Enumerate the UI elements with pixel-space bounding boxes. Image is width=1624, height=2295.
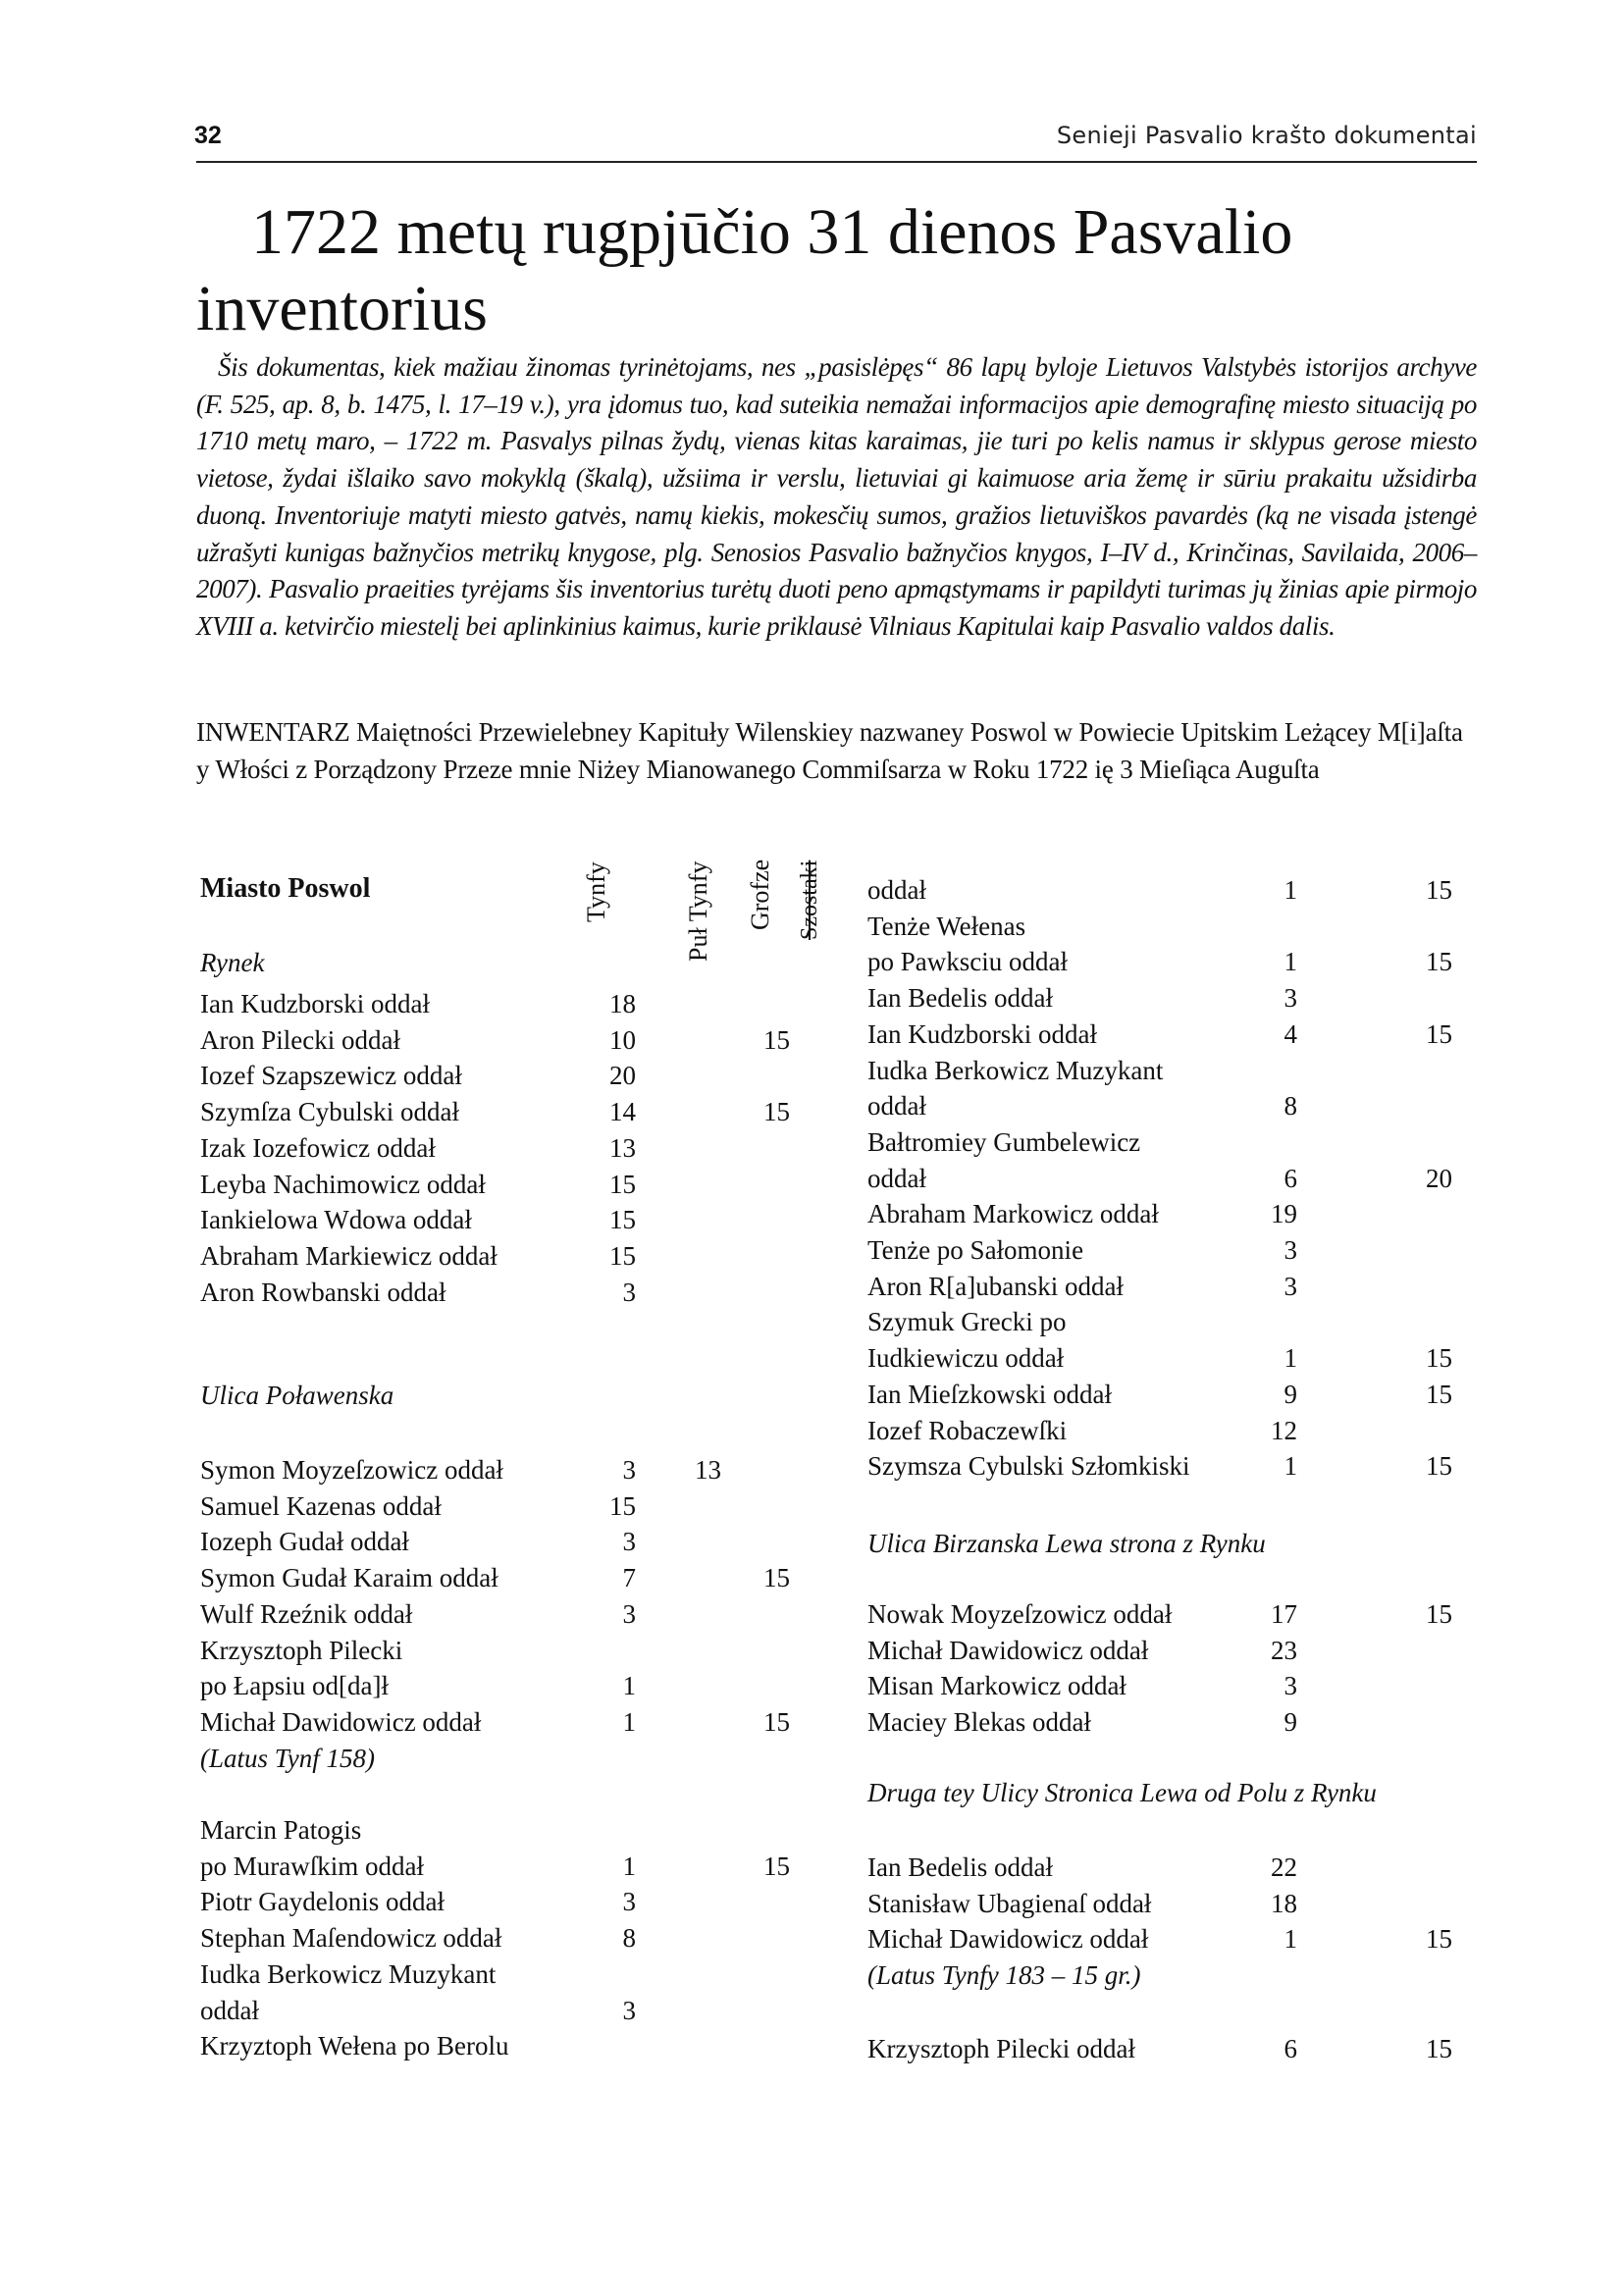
ledger-row-name: Szymuk Grecki po <box>867 1307 1067 1337</box>
tynfy-value: 8 <box>622 1923 636 1954</box>
ledger-row-name: Stanisław Ubagienaſ oddał <box>867 1888 1152 1918</box>
tynfy-value: 13 <box>609 1132 636 1163</box>
grosze-value: 15 <box>1426 1379 1452 1409</box>
tynfy-value: 3 <box>622 1598 636 1629</box>
grosze-value: 15 <box>1426 875 1452 905</box>
tynfy-value: 6 <box>1283 2034 1297 2063</box>
column-header-tynfy: Tynfy <box>582 861 610 922</box>
ledger-row-name: Abraham Markowicz oddał <box>867 1199 1159 1229</box>
ledger-row-name: Ian Bedelis oddał <box>867 983 1053 1014</box>
tynfy-value: 3 <box>622 1887 636 1917</box>
ledger-row-name: Aron Rowbanski oddał <box>200 1277 446 1307</box>
subtotal-note: (Latus Tynf 158) <box>200 1743 376 1773</box>
town-heading: Miasto Poswol <box>200 873 371 904</box>
ledger-row-name: Iudkiewiczu oddał <box>867 1343 1065 1374</box>
ledger-row-name: Symon Gudał Karaim oddał <box>200 1563 498 1593</box>
ledger-row-name: Bałtromiey Gumbelewicz <box>867 1126 1141 1157</box>
ledger-row-name: Marcin Patogis <box>200 1815 362 1845</box>
section-title: Ulica Poławenska <box>200 1381 394 1410</box>
grosze-value: 15 <box>1426 1343 1452 1374</box>
tynfy-value: 1 <box>622 1851 636 1881</box>
tynfy-value: 6 <box>1283 1163 1297 1193</box>
tynfy-value: 3 <box>622 1995 636 2025</box>
document-title <box>196 194 1472 347</box>
tynfy-value: 7 <box>622 1563 636 1593</box>
section-title: Druga tey Ulicy Stronica Lewa od Polu z Rynku <box>867 1778 1377 1807</box>
tynfy-value: 15 <box>609 1169 636 1199</box>
ledger-row-name: Ian Kudzborski oddał <box>200 989 430 1018</box>
intro-text: Šis dokumentas, kiek mažiau žinomas tyrinėtojams, nes „pasislėpęs“ 86 lapų byloje Lietuvos Valstybės istorijos archyve (F. 525, ap. 8, b. 1475, l. 17–19 v.), yra įdomus tuo, kad suteikia nemažai informacijos apie demografinę miesto situaciją po 1710 metų maro, – 1722 m. Pasvalys pilnas žydų, vienas kitas karaimas, jie turi po kelis namus ir sklypus gerose miesto vietose, žydai išlaiko savo mokyklą (škalą), užsiima ir verslu, lietuviai gi kaimuose aria žemę ir sūriu prakaitu užsidirba duoną. Inventoriuje matyti miesto gatvės, namų kiekis, mokesčių sumos, gražios lietuviškos pavardės (ką ne visada įstengė užrašyti kunigas bažnyčios metrikų knygose, plg. Senosios Pasvalio bažnyčios knygos, I–IV d., Krinčinas, Savilaida, 2006–2007). Pasvalio praeities tyrėjams šis inventorius turėtų duoti peno apmąstymams ir papildyti turimas jų žinias apie pirmojo XVIII a. ketvirčio miestelį bei aplinkinius kaimus, kurie priklausė Vilniaus Kapitulai kaip Pasvalio valdos dalis. <box>196 352 1477 641</box>
ledger-row-name: Maciey Blekas oddał <box>867 1707 1091 1738</box>
ledger-row-name: po Pawksciu oddał <box>867 947 1068 977</box>
pul-tynfy-value: 13 <box>695 1455 721 1485</box>
ledger-row-name: Leyba Nachimowicz oddał <box>200 1169 486 1199</box>
ledger-row-name: Ian Mieſzkowski oddał <box>867 1379 1112 1409</box>
ledger-row-name: Misan Markowicz oddał <box>867 1671 1126 1701</box>
grosze-value: 15 <box>763 1851 790 1881</box>
ledger-row-name: Aron Pilecki oddał <box>200 1024 400 1055</box>
ledger-row-name: Iozeph Gudał oddał <box>200 1527 409 1557</box>
ledger-row-name: oddał <box>867 1163 926 1193</box>
header-rule <box>196 161 1477 163</box>
tynfy-value: 3 <box>1283 1235 1297 1265</box>
column-header-pul-tynfy: Puł Tynfy <box>684 861 712 962</box>
tynfy-value: 23 <box>1271 1635 1297 1665</box>
ledger-row-name: Ian Kudzborski oddał <box>867 1018 1097 1049</box>
intro-paragraph <box>196 349 1477 646</box>
page-number: 32 <box>194 122 222 149</box>
tynfy-value: 1 <box>1283 1343 1297 1374</box>
grosze-value: 15 <box>763 1706 790 1737</box>
ledger-row-name: po Murawſkim oddał <box>200 1851 424 1881</box>
grosze-value: 15 <box>763 1024 790 1055</box>
ledger-row-name: Iudka Berkowicz Muzykant <box>867 1055 1164 1085</box>
column-header-szostaki: Szostaki <box>797 860 822 940</box>
tynfy-value: 1 <box>1283 1451 1297 1482</box>
grosze-value: 15 <box>1426 2034 1452 2063</box>
tynfy-value: 19 <box>1271 1199 1297 1229</box>
tynfy-value: 14 <box>609 1097 636 1127</box>
ledger-row-name: Aron R[a]ubanski oddał <box>867 1271 1124 1301</box>
section-title: Ulica Birzanska Lewa strona z Rynku <box>867 1529 1266 1558</box>
tynfy-value: 18 <box>1271 1888 1297 1918</box>
tynfy-value: 1 <box>1283 875 1297 905</box>
ledger-row-name: oddał <box>867 875 926 905</box>
ledger-row-name: Tenże Wełenas <box>867 911 1026 941</box>
grosze-value: 15 <box>1426 1451 1452 1482</box>
ledger-row-name: Symon Moyzeſzowicz oddał <box>200 1455 503 1485</box>
ledger-row-name: Michał Dawidowicz oddał <box>867 1924 1149 1955</box>
tynfy-value: 3 <box>1283 983 1297 1014</box>
ledger-row-name: Michał Dawidowicz oddał <box>867 1635 1149 1665</box>
tynfy-value: 1 <box>622 1671 636 1701</box>
tynfy-value: 17 <box>1271 1599 1297 1629</box>
grosze-value: 20 <box>1426 1163 1452 1193</box>
ledger-row-name: po Łapsiu od[da]ł <box>200 1671 389 1701</box>
tynfy-value: 15 <box>609 1490 636 1521</box>
tynfy-value: 3 <box>622 1455 636 1485</box>
tynfy-value: 3 <box>622 1527 636 1557</box>
ledger-row-name: Samuel Kazenas oddał <box>200 1490 442 1521</box>
tynfy-value: 12 <box>1271 1415 1297 1445</box>
tynfy-value: 3 <box>622 1277 636 1307</box>
tynfy-value: 20 <box>609 1061 636 1091</box>
ledger-row-name: Izak Iozefowicz oddał <box>200 1132 436 1163</box>
ledger-row-name: oddał <box>200 1995 259 2025</box>
ledger-row-name: Iozef Robaczewſki <box>867 1415 1068 1445</box>
ledger-row-name: Ian Bedelis oddał <box>867 1852 1053 1882</box>
ledger-row-name: Michał Dawidowicz oddał <box>200 1706 482 1737</box>
column-header-grosze: Grofze <box>746 859 774 930</box>
tynfy-value: 3 <box>1283 1671 1297 1701</box>
tynfy-value: 4 <box>1283 1018 1297 1049</box>
tynfy-value: 8 <box>1283 1091 1297 1121</box>
ledger-row-name: Wulf Rzeźnik oddał <box>200 1598 413 1629</box>
ledger-row-name: Tenże po Sałomonie <box>867 1235 1084 1265</box>
ledger-row-name: Iudka Berkowicz Muzykant <box>200 1958 497 1989</box>
grosze-value: 15 <box>763 1563 790 1593</box>
ledger-row-name: Szymſza Cybulski oddał <box>200 1097 459 1127</box>
tynfy-value: 22 <box>1271 1852 1297 1882</box>
tynfy-value: 1 <box>622 1706 636 1737</box>
tynfy-value: 15 <box>609 1240 636 1271</box>
tynfy-value: 15 <box>609 1205 636 1235</box>
grosze-value: 15 <box>1426 1924 1452 1955</box>
grosze-value: 15 <box>1426 947 1452 977</box>
ledger-row-name: Abraham Markiewicz oddał <box>200 1240 498 1271</box>
tynfy-value: 9 <box>1283 1379 1297 1409</box>
ledger-row-name: Stephan Maſendowicz oddał <box>200 1923 502 1954</box>
tynfy-value: 9 <box>1283 1707 1297 1738</box>
ledger-row-name: Nowak Moyzeſzowicz oddał <box>867 1599 1173 1629</box>
inventory-heading <box>196 713 1482 788</box>
grosze-value: 15 <box>1426 1018 1452 1049</box>
title-line-2: inventorius <box>196 273 488 344</box>
ledger-row-name: Krzysztoph Pilecki <box>200 1635 403 1665</box>
inventory-heading-text: INWENTARZ Maiętności Przewielebney Kapituły Wilenskiey nazwaney Poswol w Powiecie Upitskim Leżącey M[i]aſta y Włości z Porządzony Przeze mnie Niżey Mianowanego Commiſsarza w Roku 1722 ię 3 Mieſiąca Auguſta <box>196 717 1463 784</box>
tynfy-value: 18 <box>609 989 636 1018</box>
ledger-row-name: Iankielowa Wdowa oddał <box>200 1205 472 1235</box>
section-title: Rynek <box>200 948 265 977</box>
subtotal-note: (Latus Tynfy 183 – 15 gr.) <box>867 1960 1141 1991</box>
grosze-value: 15 <box>1426 1599 1452 1629</box>
grosze-value: 15 <box>763 1097 790 1127</box>
title-line-1: 1722 metų rugpjūčio 31 dienos Pasvalio <box>251 196 1293 268</box>
ledger-row-name: oddał <box>867 1091 926 1121</box>
ledger-row-name: Piotr Gaydelonis oddał <box>200 1887 445 1917</box>
tynfy-value: 3 <box>1283 1271 1297 1301</box>
ledger-row-name: Iozef Szapszewicz oddał <box>200 1061 462 1091</box>
tynfy-value: 1 <box>1283 947 1297 977</box>
ledger-row-name: Szymsza Cybulski Szłomkiski <box>867 1451 1190 1482</box>
tynfy-value: 1 <box>1283 1924 1297 1955</box>
tynfy-value: 10 <box>609 1024 636 1055</box>
ledger-row-name: Krzyztoph Wełena po Berolu <box>200 2031 509 2061</box>
running-title: Senieji Pasvalio krašto dokumentai <box>1056 122 1477 149</box>
ledger-row-name: Krzysztoph Pilecki oddał <box>867 2034 1135 2063</box>
